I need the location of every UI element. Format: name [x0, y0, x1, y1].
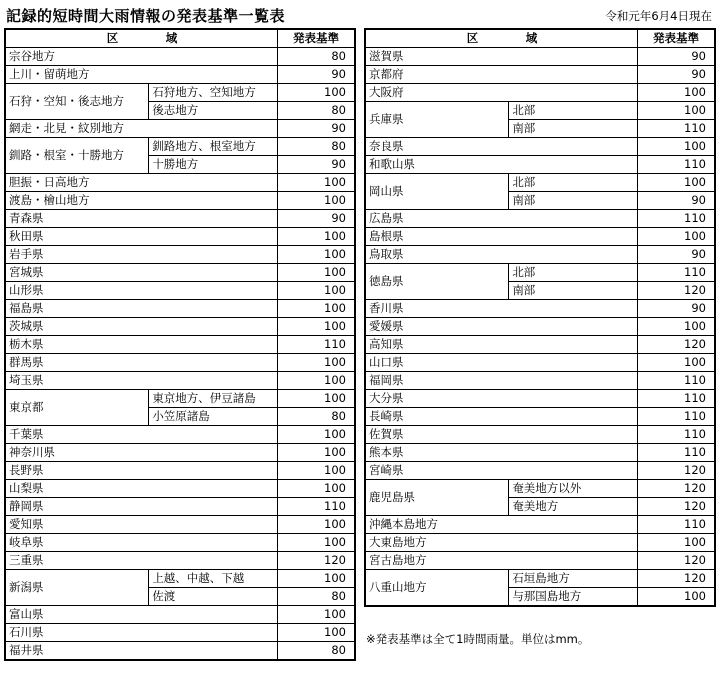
- sub-area-name: 後志地方: [149, 102, 278, 120]
- table-row: [5, 228, 355, 246]
- standard-value: 110: [638, 444, 715, 462]
- sub-area-name: 南部: [509, 120, 638, 138]
- standard-value: 110: [638, 426, 715, 444]
- area-name: 千葉県: [5, 426, 278, 444]
- area-name: 徳島県: [365, 264, 509, 300]
- area-name: 広島県: [365, 210, 638, 228]
- table-row: [5, 192, 355, 210]
- area-name: 石川県: [5, 624, 278, 642]
- sub-area-name: 釧路地方、根室地方: [149, 138, 278, 156]
- area-name: 鹿児島県: [365, 480, 509, 516]
- standard-value: 110: [638, 390, 715, 408]
- standard-value: 100: [638, 354, 715, 372]
- sub-area-name: 石垣島地方: [509, 570, 638, 588]
- area-name: 網走・北見・紋別地方: [5, 120, 278, 138]
- standard-value: 100: [278, 570, 355, 588]
- right-standards-table: [364, 28, 716, 607]
- standard-value: 100: [278, 516, 355, 534]
- table-row: [5, 444, 355, 462]
- area-name: 宗谷地方: [5, 48, 278, 66]
- standard-value: 100: [278, 624, 355, 642]
- area-name: 神奈川県: [5, 444, 278, 462]
- standard-value: 100: [278, 372, 355, 390]
- standard-value: 100: [278, 318, 355, 336]
- area-name: 大阪府: [365, 84, 638, 102]
- table-row: [365, 426, 715, 444]
- area-name: 京都府: [365, 66, 638, 84]
- standard-value: 100: [278, 84, 355, 102]
- standard-value: 100: [638, 534, 715, 552]
- area-name: 新潟県: [5, 570, 149, 606]
- standard-value: 110: [278, 498, 355, 516]
- area-name: 秋田県: [5, 228, 278, 246]
- area-name: 胆振・日高地方: [5, 174, 278, 192]
- standard-value: 80: [278, 48, 355, 66]
- area-name: 岩手県: [5, 246, 278, 264]
- standard-value: 110: [278, 336, 355, 354]
- table-row: [365, 462, 715, 480]
- table-row: [5, 570, 355, 588]
- table-row: [365, 534, 715, 552]
- table-row: [5, 210, 355, 228]
- table-row: [365, 138, 715, 156]
- standard-value: 90: [278, 120, 355, 138]
- standard-value: 100: [278, 174, 355, 192]
- table-row: [365, 66, 715, 84]
- area-name: 兵庫県: [365, 102, 509, 138]
- standard-value: 120: [638, 498, 715, 516]
- standard-value: 100: [638, 138, 715, 156]
- area-name: 愛媛県: [365, 318, 638, 336]
- table-row: [5, 282, 355, 300]
- area-name: 長崎県: [365, 408, 638, 426]
- sub-area-name: 奄美地方: [509, 498, 638, 516]
- area-name: 山口県: [365, 354, 638, 372]
- standard-value: 90: [638, 300, 715, 318]
- area-name: 福島県: [5, 300, 278, 318]
- table-row: [5, 552, 355, 570]
- area-name: 山形県: [5, 282, 278, 300]
- sub-area-name: 北部: [509, 264, 638, 282]
- area-name: 東京都: [5, 390, 149, 426]
- document-title: 記録的短時間大雨情報の発表基準一覧表: [6, 7, 286, 25]
- sub-area-name: 北部: [509, 174, 638, 192]
- standard-value: 100: [638, 102, 715, 120]
- standard-value: 80: [278, 642, 355, 661]
- table-row: [5, 642, 355, 661]
- standard-value: 100: [278, 444, 355, 462]
- sub-area-name: 南部: [509, 282, 638, 300]
- area-name: 奈良県: [365, 138, 638, 156]
- standard-value: 120: [278, 552, 355, 570]
- area-name: 大分県: [365, 390, 638, 408]
- standard-value: 110: [638, 408, 715, 426]
- sub-area-name: 石狩地方、空知地方: [149, 84, 278, 102]
- area-name: 大東島地方: [365, 534, 638, 552]
- sub-area-name: 奄美地方以外: [509, 480, 638, 498]
- sub-area-name: 東京地方、伊豆諸島: [149, 390, 278, 408]
- table-row: [5, 138, 355, 156]
- sub-area-name: 南部: [509, 192, 638, 210]
- area-name: 埼玉県: [5, 372, 278, 390]
- standard-value: 80: [278, 102, 355, 120]
- standard-value: 90: [638, 48, 715, 66]
- area-name: 八重山地方: [365, 570, 509, 607]
- table-row: [5, 300, 355, 318]
- table-row: [5, 354, 355, 372]
- table-row: [365, 372, 715, 390]
- table-row: [365, 174, 715, 192]
- table-row: [5, 48, 355, 66]
- area-name: 釧路・根室・十勝地方: [5, 138, 149, 174]
- standard-header: 発表基準: [278, 29, 355, 48]
- area-name: 栃木県: [5, 336, 278, 354]
- area-name: 長野県: [5, 462, 278, 480]
- standard-value: 100: [278, 264, 355, 282]
- standard-value: 120: [638, 282, 715, 300]
- standard-value: 80: [278, 588, 355, 606]
- standard-value: 100: [638, 174, 715, 192]
- standard-value: 100: [278, 462, 355, 480]
- standard-value: 100: [278, 606, 355, 624]
- region-header: 区 域: [5, 29, 278, 48]
- sub-area-name: 上越、中越、下越: [149, 570, 278, 588]
- standard-value: 100: [278, 354, 355, 372]
- area-name: 青森県: [5, 210, 278, 228]
- table-row: [5, 426, 355, 444]
- area-name: 佐賀県: [365, 426, 638, 444]
- table-row: [365, 552, 715, 570]
- table-row: [365, 444, 715, 462]
- standard-value: 100: [278, 300, 355, 318]
- standard-value: 100: [278, 480, 355, 498]
- table-row: [365, 300, 715, 318]
- area-name: 愛知県: [5, 516, 278, 534]
- table-row: [365, 480, 715, 498]
- left-standards-table: [4, 28, 356, 661]
- standard-value: 100: [278, 192, 355, 210]
- sub-area-name: 北部: [509, 102, 638, 120]
- standard-value: 80: [278, 138, 355, 156]
- area-name: 静岡県: [5, 498, 278, 516]
- area-name: 岐阜県: [5, 534, 278, 552]
- table-row: [5, 462, 355, 480]
- table-row: [5, 120, 355, 138]
- standard-value: 120: [638, 570, 715, 588]
- area-name: 島根県: [365, 228, 638, 246]
- standard-value: 80: [278, 408, 355, 426]
- standard-value: 120: [638, 462, 715, 480]
- area-name: 渡島・檜山地方: [5, 192, 278, 210]
- table-row: [365, 336, 715, 354]
- standard-value: 90: [638, 192, 715, 210]
- area-name: 熊本県: [365, 444, 638, 462]
- sub-area-name: 佐渡: [149, 588, 278, 606]
- table-row: [5, 498, 355, 516]
- standard-value: 100: [278, 246, 355, 264]
- table-row: [5, 336, 355, 354]
- standard-value: 120: [638, 480, 715, 498]
- standard-value: 100: [638, 228, 715, 246]
- standard-value: 120: [638, 336, 715, 354]
- standard-value: 110: [638, 516, 715, 534]
- standard-value: 110: [638, 156, 715, 174]
- area-name: 香川県: [365, 300, 638, 318]
- standard-value: 90: [278, 156, 355, 174]
- area-name: 宮城県: [5, 264, 278, 282]
- table-row: [365, 516, 715, 534]
- table-row: [365, 210, 715, 228]
- table-row: [365, 354, 715, 372]
- standard-value: 90: [278, 210, 355, 228]
- table-row: [5, 318, 355, 336]
- area-name: 宮崎県: [365, 462, 638, 480]
- area-name: 鳥取県: [365, 246, 638, 264]
- standard-value: 110: [638, 372, 715, 390]
- table-row: [5, 390, 355, 408]
- standard-value: 110: [638, 264, 715, 282]
- standard-value: 100: [638, 84, 715, 102]
- table-row: [365, 390, 715, 408]
- area-name: 三重県: [5, 552, 278, 570]
- table-row: [365, 408, 715, 426]
- standard-value: 100: [278, 534, 355, 552]
- area-name: 和歌山県: [365, 156, 638, 174]
- table-row: [365, 228, 715, 246]
- area-name: 山梨県: [5, 480, 278, 498]
- sub-area-name: 十勝地方: [149, 156, 278, 174]
- area-name: 滋賀県: [365, 48, 638, 66]
- table-row: [365, 84, 715, 102]
- standard-value: 90: [278, 66, 355, 84]
- standard-value: 100: [638, 318, 715, 336]
- standard-value: 100: [278, 282, 355, 300]
- standard-header: 発表基準: [638, 29, 715, 48]
- standard-value: 100: [278, 426, 355, 444]
- area-name: 福岡県: [365, 372, 638, 390]
- area-name: 群馬県: [5, 354, 278, 372]
- table-row: [5, 624, 355, 642]
- standard-value: 110: [638, 210, 715, 228]
- footnote: ※発表基準は全て1時間雨量。単位はmm。: [366, 632, 590, 646]
- area-name: 石狩・空知・後志地方: [5, 84, 149, 120]
- region-header: 区 域: [365, 29, 638, 48]
- standard-value: 100: [278, 390, 355, 408]
- table-row: [5, 480, 355, 498]
- table-row: [365, 246, 715, 264]
- standard-value: 100: [638, 588, 715, 607]
- table-row: [365, 570, 715, 588]
- standard-value: 120: [638, 552, 715, 570]
- table-row: [365, 102, 715, 120]
- table-row: [5, 534, 355, 552]
- table-row: [5, 372, 355, 390]
- area-name: 岡山県: [365, 174, 509, 210]
- table-row: [5, 516, 355, 534]
- area-name: 富山県: [5, 606, 278, 624]
- area-name: 福井県: [5, 642, 278, 661]
- table-row: [365, 156, 715, 174]
- table-row: [5, 606, 355, 624]
- area-name: 上川・留萌地方: [5, 66, 278, 84]
- area-name: 高知県: [365, 336, 638, 354]
- area-name: 茨城県: [5, 318, 278, 336]
- standard-value: 90: [638, 246, 715, 264]
- standard-value: 100: [278, 228, 355, 246]
- table-row: [5, 246, 355, 264]
- table-row: [365, 48, 715, 66]
- table-row: [5, 264, 355, 282]
- table-row: [5, 84, 355, 102]
- standard-value: 90: [638, 66, 715, 84]
- table-row: [365, 318, 715, 336]
- table-row: [365, 264, 715, 282]
- table-row: [5, 174, 355, 192]
- area-name: 沖縄本島地方: [365, 516, 638, 534]
- table-row: [5, 66, 355, 84]
- standard-value: 110: [638, 120, 715, 138]
- sub-area-name: 小笠原諸島: [149, 408, 278, 426]
- sub-area-name: 与那国島地方: [509, 588, 638, 607]
- area-name: 宮古島地方: [365, 552, 638, 570]
- as-of-date: 令和元年6月4日現在: [605, 9, 712, 23]
